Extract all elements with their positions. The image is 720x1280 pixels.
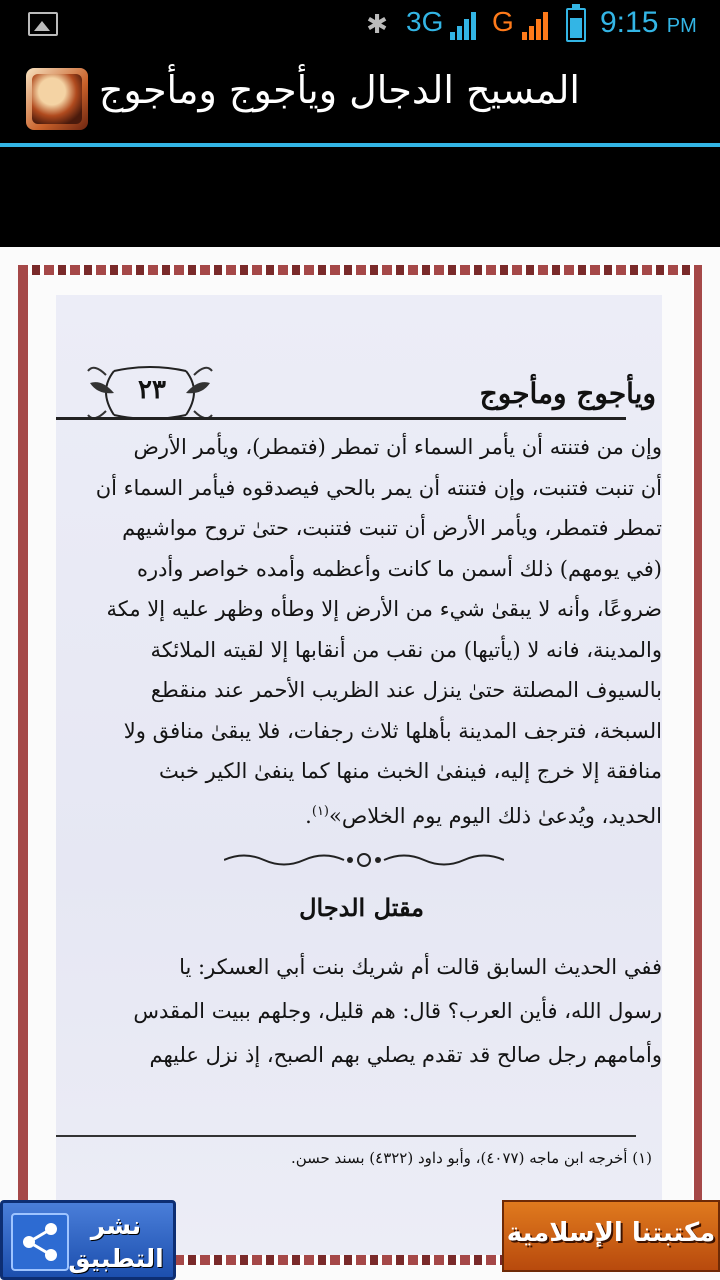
text-line: ضروعًا، وأنه لا يبقىٰ شيء من الأرض إلا وطأه وظهر عليه إلا مكة [106, 597, 662, 621]
share-app-label [67, 1209, 165, 1275]
text-line: ففي الحديث السابق قالت أم شريك بنت أبي العسكر: يا [179, 955, 662, 979]
text-line: أن تنبت فتنبت، وإن فتنته أن يمر بالحي فيصدقوه فيأمر السماء أن [95, 475, 662, 500]
text-line: (في يومهم) ذلك أسمن ما كانت وأعظمه وأمده خواصر وأدره [136, 556, 662, 581]
text-line-last: الحديد، ويُدعىٰ ذلك اليوم يوم الخلاص»$^{(١)}$. [305, 803, 662, 828]
chapter-title: ويأجوج ومأجوج [479, 377, 656, 410]
status-bar [0, 0, 720, 50]
footnote-marker: (١) [311, 803, 329, 819]
header-rule [56, 417, 626, 420]
app-action-bar [0, 50, 720, 145]
book-page-viewer[interactable] [0, 247, 720, 1280]
library-banner-label: مكتبتنا الإسلامية [506, 1218, 716, 1248]
text-line: السبخة، فترجف المدينة بأهلها ثلاث رجفات، فلا يبقىٰ منافق ولا [123, 718, 662, 743]
share-label-line2: التطبيق [68, 1244, 164, 1273]
text-line-content: الحديد، ويُدعىٰ ذلك اليوم يوم الخلاص» [329, 803, 662, 828]
network-3g-label: 3G [406, 6, 444, 37]
bluetooth-icon: ✱ [366, 10, 388, 40]
page-header [56, 361, 662, 421]
page-number: ٢٣ [138, 375, 166, 405]
section-title: مقتل الدجال [299, 893, 424, 922]
text-line: وإن من فتنته أن يأمر السماء أن تمطر (فتمطر)، ويأمر الأرض [133, 435, 662, 459]
library-banner-button[interactable] [502, 1200, 720, 1272]
footnote: (١) أخرجه ابن ماجه (٤٠٧٧)، وأبو داود (٤٣٢٢) بسند حسن. [290, 1149, 652, 1167]
text-line: منافقة إلا خرج إليه، فينفىٰ الخبث منها كما ينفىٰ الكير خبث [159, 759, 662, 783]
scanned-page [56, 295, 662, 1255]
battery-icon [566, 8, 586, 42]
share-label-line1: نشر [90, 1211, 142, 1240]
paragraph-second [62, 945, 662, 1077]
paragraph-main [62, 427, 662, 836]
share-icon [11, 1213, 69, 1271]
signal-strength-secondary-icon [522, 10, 550, 40]
text-line: تمطر فتمطر، ويأمر الأرض أن تنبت فتنبت، حتىٰ تروح مواشيهم [122, 516, 662, 540]
gallery-notification-icon [28, 12, 58, 36]
text-line: بالسيوف المصلتة حتىٰ ينزل عند الظريب الأحمر عند منقطع [150, 678, 662, 702]
share-app-button[interactable] [0, 1200, 176, 1280]
section-divider-ornament-icon [224, 847, 504, 873]
ad-placeholder [0, 147, 720, 247]
status-clock: 9:15 PM [600, 6, 697, 39]
footnote-rule [56, 1135, 636, 1137]
text-line: رسول الله، فأين العرب؟ قال: هم قليل، وجلهم ببيت المقدس [133, 999, 662, 1023]
network-g-label: G [492, 6, 514, 37]
app-title: المسيح الدجال ويأجوج ومأجوج [98, 68, 580, 112]
text-line: وأمامهم رجل صالح قد تقدم يصلي بهم الصبح، إذ نزل عليهم [149, 1043, 662, 1067]
signal-strength-icon [450, 10, 478, 40]
app-logo-icon[interactable] [26, 68, 88, 130]
text-line: والمدينة، فانه لا (يأتيها) من نقب من أنقابها إلا لقيته الملائكة [150, 637, 662, 662]
